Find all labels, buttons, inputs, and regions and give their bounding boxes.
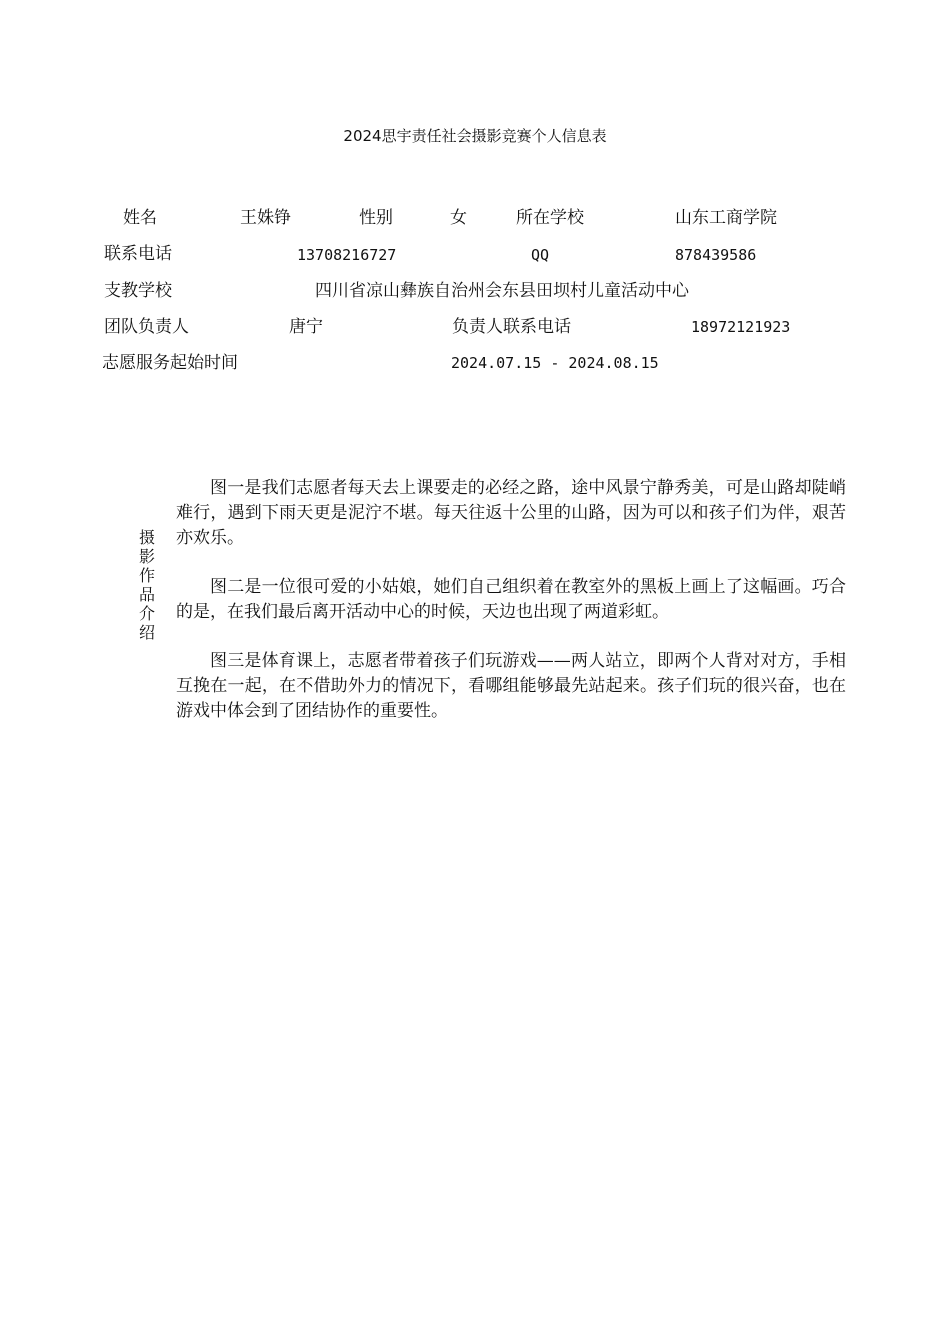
intro-label-char: 绍 — [138, 623, 155, 642]
intro-label-char: 影 — [138, 547, 155, 566]
intro-vertical-label — [137, 528, 157, 642]
teaching-school-value: 四川省凉山彝族自治州会东县田坝村儿童活动中心 — [315, 281, 689, 301]
teaching-school-label: 支教学校 — [104, 281, 172, 301]
phone-label: 联系电话 — [104, 244, 172, 264]
document-title: 2024思宇责任社会摄影竞赛个人信息表 — [343, 127, 607, 145]
period-label: 志愿服务起始时间 — [102, 353, 238, 373]
gender-label: 性别 — [359, 208, 393, 228]
team-leader-label: 团队负责人 — [104, 317, 189, 337]
intro-label-char: 品 — [138, 585, 155, 604]
name-value: 王姝铮 — [240, 208, 291, 228]
period-value: 2024.07.15 - 2024.08.15 — [451, 354, 659, 372]
intro-label-char: 摄 — [138, 528, 155, 547]
intro-paragraph-2: 图二是一位很可爱的小姑娘，她们自己组织着在教室外的黑板上画上了这幅画。巧合的是，在我们最后离开活动中心的时候，天边也出现了两道彩虹。 — [176, 577, 846, 622]
intro-paragraph-3: 图三是体育课上，志愿者带着孩子们玩游戏——两人站立，即两个人背对对方，手相互挽在一起，在不借助外力的情况下，看哪组能够最先站起来。孩子们玩的很兴奋，也在游戏中体会到了团结协作的重要性。 — [176, 651, 846, 721]
leader-phone-label: 负责人联系电话 — [452, 317, 571, 337]
name-label: 姓名 — [123, 208, 157, 228]
qq-label: QQ — [531, 246, 550, 264]
leader-phone-value: 18972121923 — [691, 318, 791, 336]
team-leader-value: 唐宁 — [289, 317, 323, 337]
intro-label-char: 介 — [138, 604, 155, 623]
gender-value: 女 — [450, 208, 467, 228]
school-value: 山东工商学院 — [675, 208, 777, 228]
intro-paragraph-1: 图一是我们志愿者每天去上课要走的必经之路，途中风景宁静秀美，可是山路却陡峭难行，遇到下雨天更是泥泞不堪。每天往返十公里的山路，因为可以和孩子们为伴，艰苦亦欢乐。 — [176, 478, 846, 548]
qq-value: 878439586 — [675, 246, 757, 264]
school-label: 所在学校 — [516, 208, 584, 228]
intro-label-char: 作 — [138, 566, 155, 585]
phone-value: 13708216727 — [297, 246, 397, 264]
